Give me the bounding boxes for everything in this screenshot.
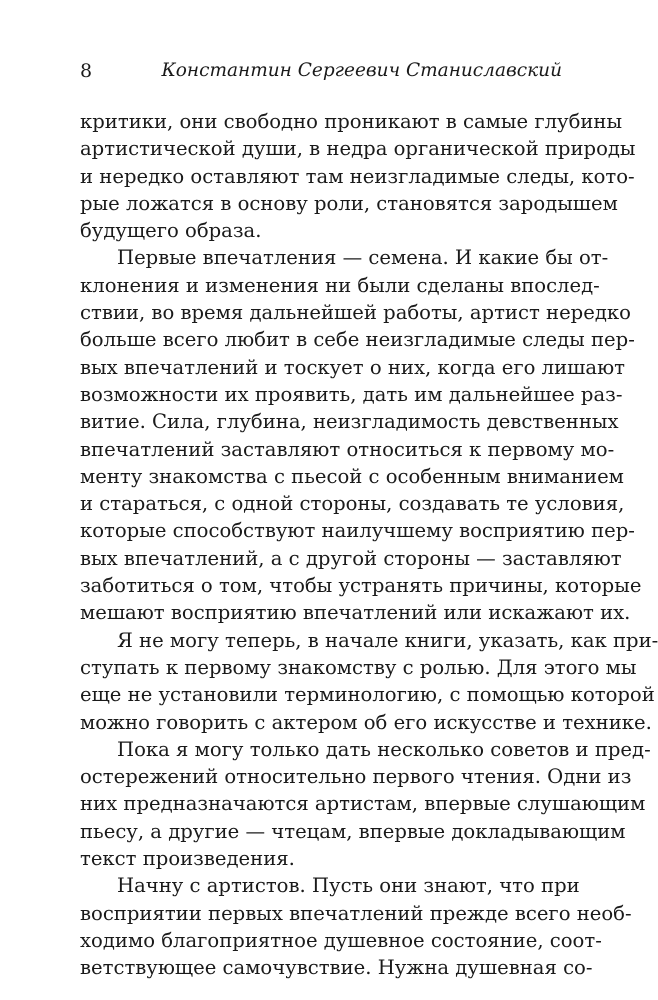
text-line: ступать к первому знакомству с ролью. Для этого мы	[80, 655, 637, 679]
text-line: которые способствуют наилучшему восприятию пер-	[80, 519, 635, 543]
text-line: текст произведения.	[80, 847, 295, 871]
text-line: восприятии первых впечатлений прежде всего необ-	[80, 901, 632, 925]
text-line: ствии, во время дальнейшей работы, артист нередко	[80, 301, 631, 325]
text-line: ходимо благоприятное душевное состояние, соот-	[80, 928, 602, 952]
text-line: них предназначаются артистам, впервые слушающим	[80, 792, 646, 816]
text-line: Я не могу теперь, в начале книги, указать, как при-	[117, 628, 658, 652]
text-line: заботиться о том, чтобы устранять причины, которые	[80, 574, 642, 598]
text-line: больше всего любит в себе неизгладимые следы пер-	[80, 328, 635, 352]
text-line: Пока я могу только дать несколько советов и пред-	[117, 737, 651, 761]
text-line: артистической души, в недра органической природы	[80, 137, 636, 161]
running-title: Константин Сергеевич Станиславский	[161, 60, 562, 81]
body-text	[80, 108, 658, 982]
text-line: можно говорить с актером об его искусстве и технике.	[80, 710, 652, 734]
text-line: и стараться, с одной стороны, создавать те условия,	[80, 492, 625, 516]
text-line: клонения и изменения ни были сделаны впослед-	[80, 273, 600, 297]
text-line: Первые впечатления — семена. И какие бы от-	[117, 246, 609, 270]
text-line: мешают восприятию впечатлений или искажают их.	[80, 601, 631, 625]
text-line: критики, они свободно проникают в самые глубины	[80, 110, 623, 133]
text-line: впечатлений заставляют относиться к первому мо-	[80, 437, 615, 461]
text-line: еще не установили терминологию, с помощью которой	[80, 683, 655, 707]
text-line: будущего образа.	[80, 219, 262, 243]
text-line: и нередко оставляют там неизгладимые следы, кото-	[80, 164, 635, 188]
page-number: 8	[80, 60, 93, 82]
text-line: остережений относительно первого чтения. Одни из	[80, 765, 632, 789]
text-line: витие. Сила, глубина, неизгладимость девственных	[80, 410, 619, 434]
text-line: ветствующее самочувствие. Нужна душевная со-	[80, 956, 593, 980]
text-line: возможности их проявить, дать им дальнейшее раз-	[80, 382, 623, 406]
text-line: вых впечатлений, а с другой стороны — заставляют	[80, 546, 622, 570]
running-head	[80, 58, 562, 84]
text-line: пьесу, а другие — чтецам, впервые докладывающим	[80, 819, 626, 843]
text-line: менту знакомства с пьесой с особенным вниманием	[80, 464, 624, 488]
text-line: вых впечатлений и тоскует о них, когда его лишают	[80, 355, 625, 379]
text-line: Начну с артистов. Пусть они знают, что при	[117, 874, 580, 898]
text-line: рые ложатся в основу роли, становятся зародышем	[80, 191, 618, 215]
